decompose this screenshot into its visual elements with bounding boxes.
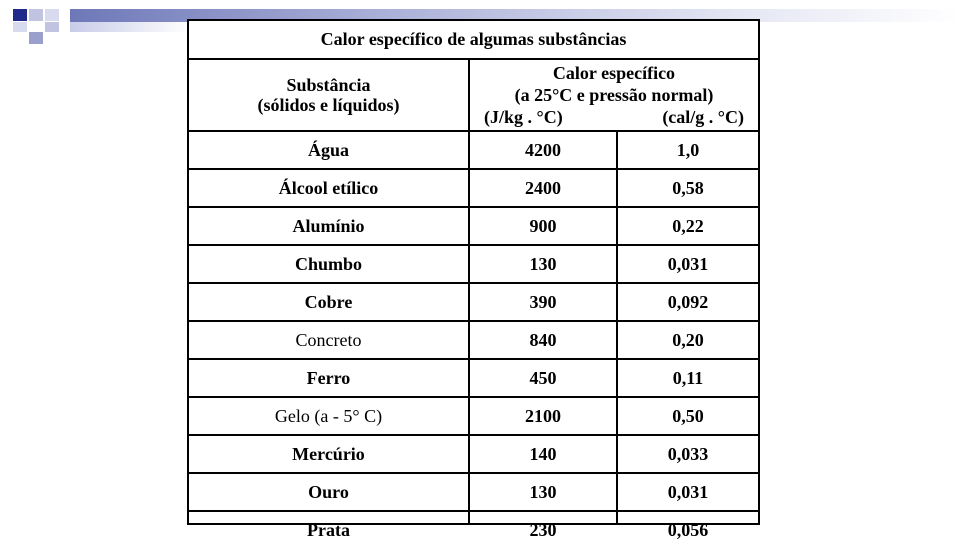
table-row (189, 168, 758, 206)
header-specific-heat-label: Calor específico (552, 63, 676, 83)
cell-j: 230 (529, 519, 557, 540)
cell-substance: Gelo (a - 5° C) (274, 405, 383, 426)
cell-j: 450 (529, 367, 557, 388)
decor-square-mid (45, 9, 59, 21)
header-units (484, 106, 744, 128)
cell-cal: 0,22 (672, 215, 704, 236)
header-substance (189, 60, 468, 130)
cell-cal: 0,092 (667, 291, 709, 312)
cell-j: 140 (529, 443, 557, 464)
table-row (189, 282, 758, 320)
cell-substance: Concreto (295, 329, 362, 350)
decor-square-light-3 (45, 22, 59, 32)
cell-substance: Mercúrio (292, 443, 365, 464)
cell-cal: 0,033 (667, 443, 709, 464)
table-row (189, 434, 758, 472)
cell-substance: Cobre (304, 291, 353, 312)
cell-substance: Álcool etílico (278, 177, 379, 198)
cell-cal: 1,0 (676, 139, 700, 160)
cell-cal: 0,20 (672, 329, 704, 350)
cell-substance: Água (307, 139, 349, 160)
cell-cal: 0,056 (667, 519, 709, 540)
table-row (189, 358, 758, 396)
cell-j: 840 (529, 329, 557, 350)
cell-j: 390 (529, 291, 557, 312)
cell-j: 4200 (525, 139, 561, 160)
table-row (189, 396, 758, 434)
table-row (189, 510, 758, 548)
cell-cal: 0,50 (672, 405, 704, 426)
table-row (189, 472, 758, 510)
cell-j: 130 (529, 253, 557, 274)
cell-cal: 0,58 (672, 177, 704, 198)
header-unit-cal: (cal/g . °C) (662, 107, 744, 127)
decor-square-mid-2 (29, 32, 43, 44)
table-row (189, 320, 758, 358)
header-conditions: (a 25°C e pressão normal) (514, 85, 714, 105)
decor-square-light (29, 9, 43, 21)
table-row (189, 132, 758, 168)
header-substance-label: Substância (286, 75, 371, 95)
header-substance-sub: (sólidos e líquidos) (257, 95, 400, 115)
cell-j: 2100 (525, 405, 561, 426)
cell-cal: 0,11 (672, 367, 704, 388)
cell-j: 2400 (525, 177, 561, 198)
cell-substance: Ferro (306, 367, 351, 388)
decor-top-band-lower (70, 22, 190, 32)
cell-j: 900 (529, 215, 557, 236)
header-specific-heat (470, 60, 758, 130)
cell-substance: Alumínio (292, 215, 365, 236)
cell-cal: 0,031 (667, 481, 709, 502)
cell-substance: Prata (307, 519, 350, 540)
decor-square-dark (13, 9, 27, 21)
cell-cal: 0,031 (667, 253, 709, 274)
table-body (189, 132, 758, 548)
table-row (189, 244, 758, 282)
cell-j: 130 (529, 481, 557, 502)
table-row (189, 206, 758, 244)
cell-substance: Ouro (308, 481, 349, 502)
table-title: Calor específico de algumas substâncias (189, 21, 758, 60)
header-unit-j: (J/kg . °C) (484, 107, 563, 127)
decor-square-light-2 (13, 22, 27, 32)
specific-heat-table (187, 19, 760, 540)
cell-substance: Chumbo (294, 253, 363, 274)
